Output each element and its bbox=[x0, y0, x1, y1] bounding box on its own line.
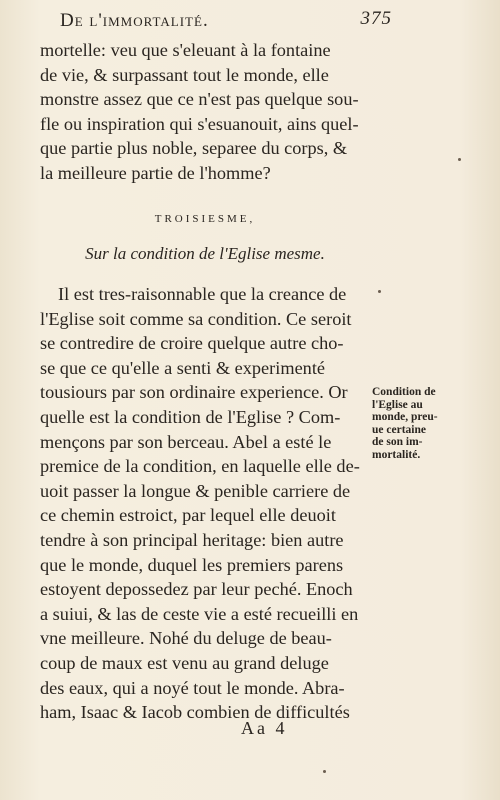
text-line: tousiours par son ordinaire experience. Or bbox=[40, 382, 348, 403]
text-line: se que ce qu'elle a senti & experimenté bbox=[40, 357, 326, 378]
margin-note-line: mortalité. bbox=[372, 448, 421, 461]
margin-note bbox=[372, 386, 462, 461]
running-title: De l'immortalité. bbox=[60, 10, 209, 31]
paragraph-1 bbox=[40, 38, 370, 186]
text-line: estoyent depossedez par leur peché. Enoch bbox=[40, 579, 353, 600]
margin-note-line: monde, preu- bbox=[372, 411, 438, 423]
margin-note-line: Condition de bbox=[372, 386, 436, 398]
text-line: ce chemin estroict, par lequel elle deuoit bbox=[40, 505, 336, 526]
text-line: mençons par son berceau. Abel a esté le bbox=[40, 431, 332, 452]
section-label: TROISIESME, bbox=[154, 213, 256, 225]
text-line: l'Eglise soit comme sa condition. Ce seroit bbox=[40, 308, 352, 329]
ink-speck bbox=[458, 158, 461, 161]
text-line: ham, Isaac & Iacob combien de difficultés bbox=[40, 702, 350, 723]
text-line: monstre assez que ce n'est pas quelque sou- bbox=[40, 89, 359, 110]
page-number: 375 bbox=[360, 8, 392, 29]
text-line: la meilleure partie de l'homme? bbox=[40, 162, 271, 183]
text-line: que le monde, duquel les premiers parens bbox=[40, 554, 344, 575]
text-line: a suiui, & las de ceste vie a esté recueilli en bbox=[40, 603, 359, 624]
margin-note-line: de son im- bbox=[372, 436, 423, 448]
text-line: fle ou inspiration qui s'esuanouit, ains quel- bbox=[40, 113, 359, 134]
signature-mark: Aa 4 bbox=[241, 718, 288, 738]
text-line: coup de maux est venu au grand deluge bbox=[40, 652, 329, 673]
text-line: se contredire de croire quelque autre cho- bbox=[40, 333, 344, 354]
text-line: Il est tres-raisonnable que la creance de bbox=[58, 284, 347, 304]
text-line: uoit passer la longue & penible carriere de bbox=[40, 480, 351, 501]
text-line: quelle est la condition de l'Eglise ? Com- bbox=[40, 406, 341, 427]
ink-speck bbox=[323, 770, 326, 773]
margin-note-line: ue certaine bbox=[372, 423, 426, 436]
margin-note-line: l'Eglise au bbox=[372, 398, 423, 411]
text-line: tendre à son principal heritage: bien autre bbox=[40, 529, 344, 550]
paragraph-2 bbox=[40, 282, 370, 725]
ink-speck bbox=[378, 290, 381, 293]
running-header bbox=[40, 8, 392, 36]
text-line: des eaux, qui a noyé tout le monde. Abra- bbox=[40, 677, 345, 698]
text-line: premice de la condition, en laquelle elle de- bbox=[40, 456, 360, 477]
text-line: vne meilleure. Nohé du deluge de beau- bbox=[40, 628, 332, 649]
section-subtitle: Sur la condition de l'Eglise mesme. bbox=[85, 244, 325, 263]
text-line: de vie, & surpassant tout le monde, elle bbox=[40, 64, 329, 85]
text-line: mortelle: veu que s'eleuant à la fontaine bbox=[40, 40, 331, 60]
text-line: que partie plus noble, separee du corps, & bbox=[40, 138, 348, 159]
